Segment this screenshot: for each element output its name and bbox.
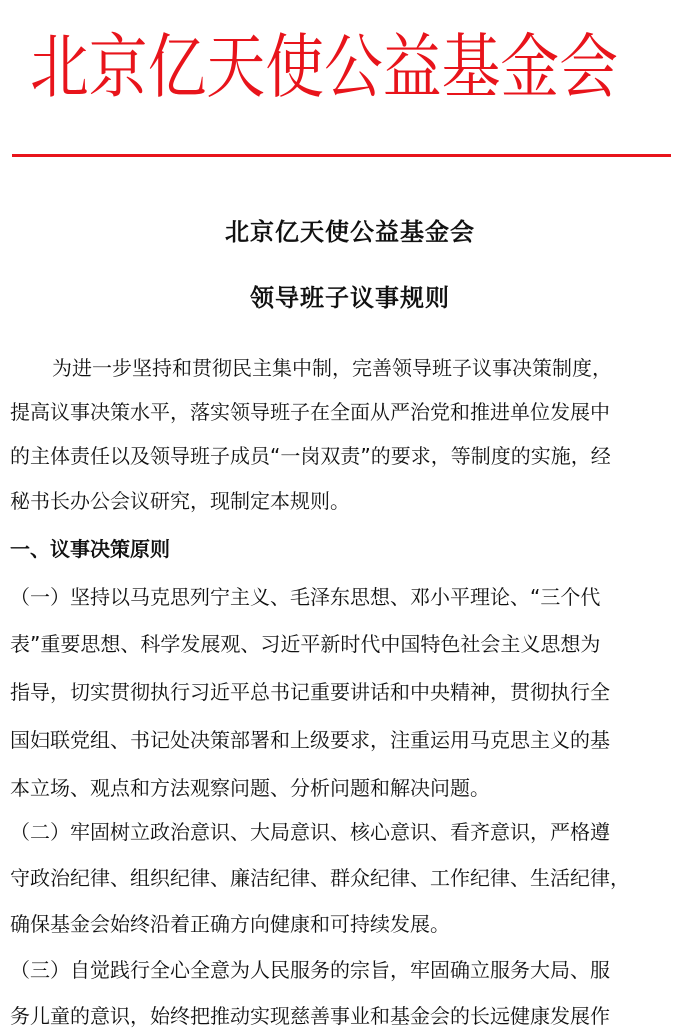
letterhead-red-rule (12, 154, 671, 157)
body-line: 守政治纪律、组织纪律、廉洁纪律、群众纪律、工作纪律、生活纪律， (10, 866, 630, 890)
body-line: 指导，切实贯彻执行习近平总书记重要讲话和中央精神，贯彻执行全 (10, 680, 610, 704)
body-line: 务儿童的意识，始终把推动实现慈善事业和基金会的长远健康发展作 (10, 1004, 610, 1028)
body-line: 表”重要思想、科学发展观、习近平新时代中国特色社会主义思想为 (10, 632, 601, 656)
letterhead-org-name: 北京亿天使公益基金会 (30, 26, 618, 108)
body-line: 提高议事决策水平，落实领导班子在全面从严治党和推进单位发展中 (10, 400, 610, 424)
body-line: （一）坚持以马克思列宁主义、毛泽东思想、邓小平理论、“三个代 (10, 585, 601, 609)
body-line: （三）自觉践行全心全意为人民服务的宗旨，牢固确立服务大局、服 (10, 958, 610, 982)
body-line: 确保基金会始终沿着正确方向健康和可持续发展。 (10, 912, 450, 936)
document-title-line2: 领导班子议事规则 (250, 284, 450, 312)
body-line: 为进一步坚持和贯彻民主集中制，完善领导班子议事决策制度， (52, 356, 612, 380)
body-line: 的主体责任以及领导班子成员“一岗双责”的要求，等制度的实施，经 (10, 444, 611, 468)
body-line: （二）牢固树立政治意识、大局意识、核心意识、看齐意识，严格遵 (10, 820, 610, 844)
section-heading: 一、议事决策原则 (10, 537, 170, 561)
body-line: 国妇联党组、书记处决策部署和上级要求，注重运用马克思主义的基 (10, 728, 610, 752)
body-line: 秘书长办公会议研究，现制定本规则。 (10, 489, 350, 513)
document-title-line1: 北京亿天使公益基金会 (225, 218, 475, 246)
body-line: 本立场、观点和方法观察问题、分析问题和解决问题。 (10, 776, 490, 800)
